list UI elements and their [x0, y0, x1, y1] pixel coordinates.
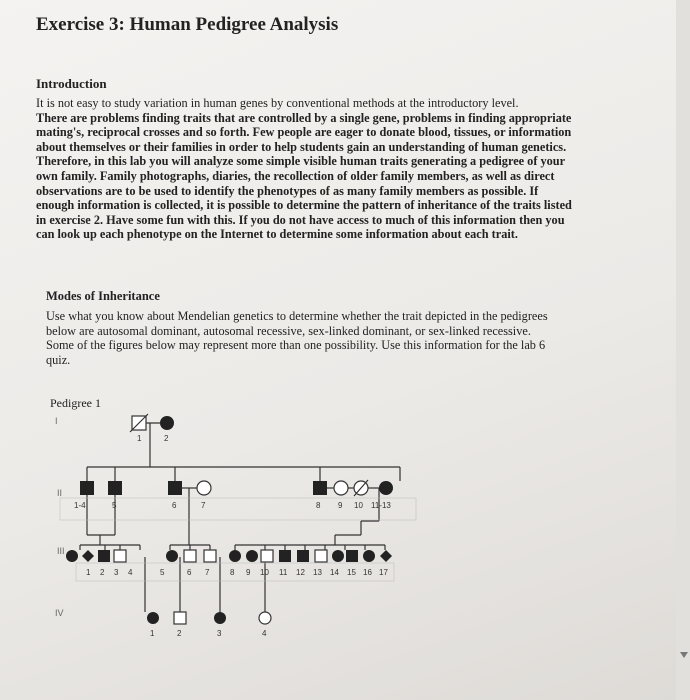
individual-label: 1-4 — [74, 501, 86, 510]
individual-label: 16 — [363, 568, 372, 577]
intro-line: Therefore, in this lab you will analyze some simple visible human traits generating a pedigree of your — [36, 154, 566, 169]
individual-label: 1 — [150, 629, 155, 638]
male-symbol — [204, 550, 216, 562]
gen-label: II — [57, 488, 63, 498]
affected-female-symbol — [363, 550, 375, 562]
individual-label: 9 — [246, 568, 251, 577]
gen-label: III — [57, 546, 65, 556]
modes-heading: Modes of Inheritance — [46, 289, 160, 303]
individual-label: 6 — [172, 501, 177, 510]
intro-line: enough information is collected, it is possible to determine the pattern of inheritance of the traits listed — [36, 198, 572, 213]
male-symbol — [261, 550, 273, 562]
individual-label: 4 — [128, 568, 133, 577]
individual-label: 6 — [187, 568, 192, 577]
scrollbar[interactable] — [676, 0, 690, 700]
female-symbol — [334, 481, 348, 495]
affected-sex-unknown-symbol — [82, 550, 94, 562]
affected-male-symbol — [279, 550, 291, 562]
female-symbol — [259, 612, 271, 624]
affected-sex-unknown-symbol — [380, 550, 392, 562]
individual-label: 3 — [114, 568, 119, 577]
male-symbol — [184, 550, 196, 562]
affected-male-symbol — [98, 550, 110, 562]
individual-label: 7 — [205, 568, 210, 577]
individual-label: 1 — [137, 434, 142, 443]
individual-label: 12 — [296, 568, 305, 577]
female-symbol — [197, 481, 211, 495]
pedigree-lines — [80, 423, 400, 612]
individual-label: 2 — [100, 568, 105, 577]
gen-label: I — [55, 416, 58, 426]
male-symbol — [114, 550, 126, 562]
individual-label: 3 — [217, 629, 222, 638]
affected-female-symbol — [160, 416, 174, 430]
affected-male-symbol — [168, 481, 182, 495]
intro-line: observations are to be used to identify the phenotypes of as many family members as possible. If — [36, 183, 539, 198]
male-symbol — [174, 612, 186, 624]
intro-line: can look up each phenotype on the Internet to determine some information about each trait. — [36, 227, 518, 242]
affected-male-symbol — [313, 481, 327, 495]
individual-label: 14 — [330, 568, 339, 577]
individual-label: 11 — [279, 568, 288, 577]
scroll-down-arrow-icon[interactable] — [680, 652, 688, 658]
intro-line: There are problems finding traits that are controlled by a single gene, problems in finding appropriate — [36, 110, 572, 125]
affected-male-symbol — [80, 481, 94, 495]
male-symbol — [315, 550, 327, 562]
individual-label: 9 — [338, 501, 343, 510]
modes-line: Some of the figures below may represent more than one possibility. Use this information for the lab 6 — [46, 338, 546, 353]
affected-male-symbol — [346, 550, 358, 562]
individual-label: 2 — [164, 434, 169, 443]
pedigree-label: Pedigree 1 — [50, 396, 101, 410]
intro-line: in exercise 2. Have some fun with this. If you do not have access to much of this information then you — [36, 212, 565, 227]
affected-female-symbol — [229, 550, 241, 562]
intro-line: about themselves or their families in order to help students gain an understanding of human genetics. — [36, 139, 567, 154]
individual-label: 15 — [347, 568, 356, 577]
individual-label: 5 — [112, 501, 117, 510]
individual-label: 13 — [313, 568, 322, 577]
intro-line: own family. Family photographs, diaries, the recollection of older family members, as well as direct — [36, 168, 555, 183]
affected-female-symbol — [332, 550, 344, 562]
affected-female-symbol — [246, 550, 258, 562]
affected-male-symbol — [297, 550, 309, 562]
individual-label: 8 — [316, 501, 321, 510]
affected-male-symbol — [108, 481, 122, 495]
individual-label: 1 — [86, 568, 91, 577]
affected-female-symbol — [379, 481, 393, 495]
intro-line: mating's, reciprocal crosses and so forth. Few people are eager to donate blood, tissues, or information — [36, 125, 572, 140]
affected-female-symbol — [147, 612, 159, 624]
affected-female-symbol — [66, 550, 78, 562]
modes-line: quiz. — [46, 352, 71, 367]
individual-label: 2 — [177, 629, 182, 638]
individual-label: 17 — [379, 568, 388, 577]
modes-line: below are autosomal dominant, autosomal recessive, sex-linked dominant, or sex-linked recessive. — [46, 323, 531, 338]
individual-label: 10 — [354, 501, 363, 510]
individual-label: 11-13 — [371, 501, 391, 510]
intro-line: It is not easy to study variation in human genes by conventional methods at the introductory level. — [36, 96, 519, 110]
individual-label: 5 — [160, 568, 165, 577]
individual-label: 10 — [260, 568, 269, 577]
affected-female-symbol — [214, 612, 226, 624]
gen-label: IV — [55, 608, 64, 618]
modes-line: Use what you know about Mendelian genetics to determine whether the trait depicted in the pedigrees — [46, 309, 548, 323]
affected-female-symbol — [166, 550, 178, 562]
page-title: Exercise 3: Human Pedigree Analysis — [36, 14, 339, 35]
individual-label: 7 — [201, 501, 206, 510]
individual-label: 8 — [230, 568, 235, 577]
individual-label: 4 — [262, 629, 267, 638]
introduction-heading: Introduction — [36, 76, 107, 91]
